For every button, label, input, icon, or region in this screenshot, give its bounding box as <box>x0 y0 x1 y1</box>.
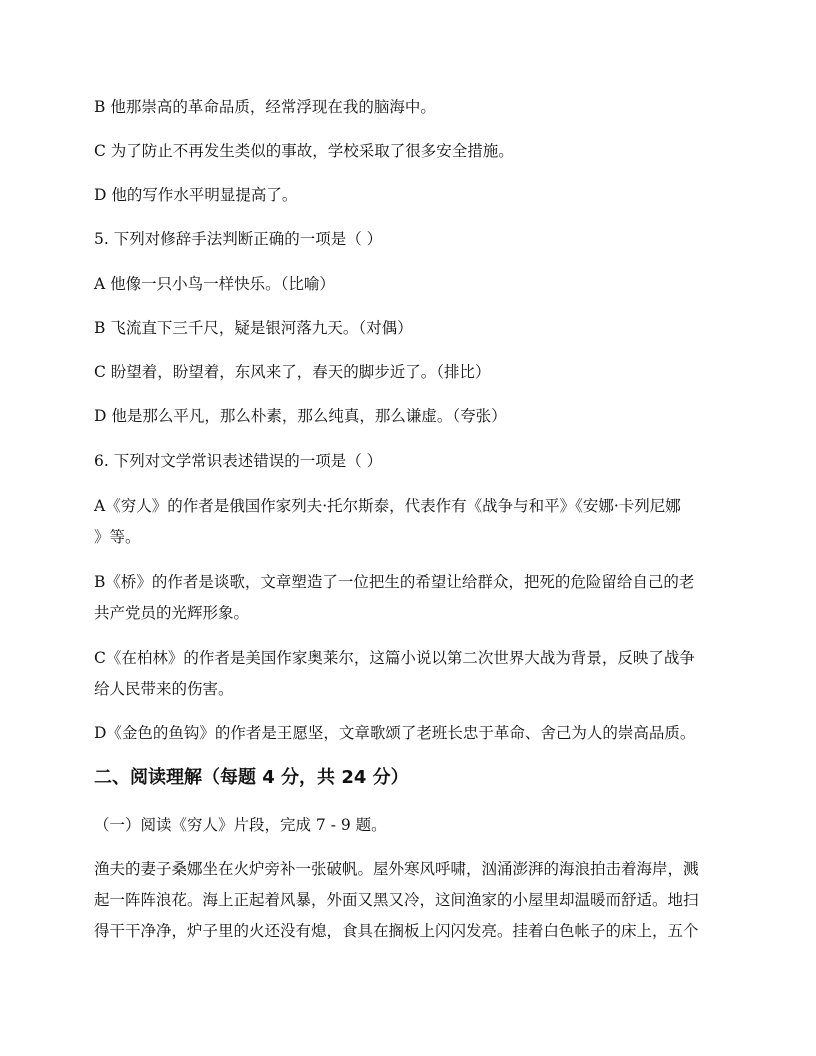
option-b-line: B 他那崇高的革命品质，经常浮现在我的脑海中。 <box>94 98 436 116</box>
q5-option-d: D 他是那么平凡，那么朴素，那么纯真，那么谦虚。（夸张） <box>94 407 507 425</box>
q5-option-a: A 他像一只小鸟一样快乐。（比喻） <box>94 275 335 293</box>
q6-option-b-line1: B《桥》的作者是谈歌，文章塑造了一位把生的希望让给群众，把死的危险留给自己的老 <box>94 573 695 591</box>
q5-option-c: C 盼望着，盼望着，东风来了，春天的脚步近了。（排比） <box>94 363 491 381</box>
option-c-line: C 为了防止不再发生类似的事故，学校采取了很多安全措施。 <box>94 142 514 160</box>
q6-option-c-line2: 给人民带来的伤害。 <box>94 680 234 698</box>
q6-option-b-line2: 共产党员的光辉形象。 <box>94 604 250 622</box>
q6-option-c-line1: C《在柏林》的作者是美国作家奥莱尔，这篇小说以第二次世界大战为背景，反映了战争 <box>94 649 695 667</box>
q5-option-b: B 飞流直下三千尺，疑是银河落九天。（对偶） <box>94 319 413 337</box>
question-6: 6. 下列对文学常识表述错误的一项是（ ） <box>94 452 383 470</box>
q6-option-d: D《金色的鱼钩》的作者是王愿坚，文章歌颂了老班长忠于革命、舍己为人的崇高品质。 <box>94 724 696 742</box>
q6-option-a-line1: A《穷人》的作者是俄国作家列夫·托尔斯泰，代表作有《战争与和平》《安娜·卡列尼娜 <box>94 497 681 515</box>
section-heading: 二、阅读理解（每题 4 分，共 24 分） <box>94 767 409 788</box>
passage-line-1: 渔夫的妻子桑娜坐在火炉旁补一张破帆。屋外寒风呼啸，汹涌澎湃的海浪拍击着海岸，溅 <box>94 860 699 878</box>
passage-line-3: 得干干净净，炉子里的火还没有熄，食具在搁板上闪闪发亮。挂着白色帐子的床上，五个 <box>94 922 699 940</box>
passage-line-2: 起一阵阵浪花。海上正起着风暴，外面又黑又冷，这间渔家的小屋里却温暖而舒适。地扫 <box>94 891 699 909</box>
q6-option-a-line2: 》等。 <box>94 528 141 546</box>
question-5: 5. 下列对修辞手法判断正确的一项是（ ） <box>94 230 383 248</box>
option-d-line: D 他的写作水平明显提高了。 <box>94 186 298 204</box>
subsection-title: （一）阅读《穷人》片段，完成 7 - 9 题。 <box>94 816 387 834</box>
